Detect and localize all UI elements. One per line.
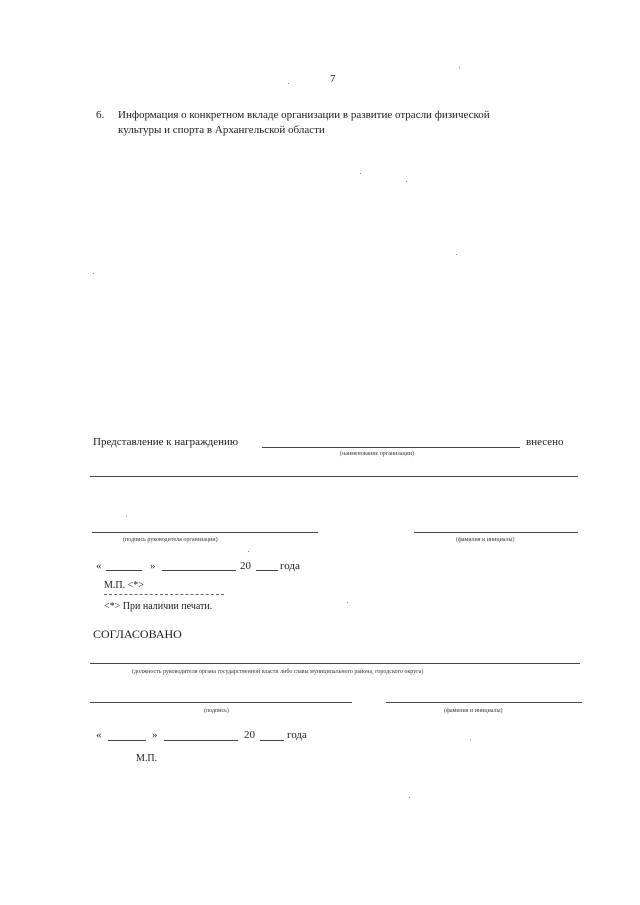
date2-month-line[interactable] [164,740,238,741]
date2-day-line[interactable] [108,740,146,741]
caption-organization-name: (наименование организации) [340,451,414,457]
scan-speck [360,173,361,174]
scan-speck [126,516,127,517]
continuation-line[interactable] [90,476,578,477]
date1-month-line[interactable] [162,570,236,571]
date2-year-prefix: 20 [244,729,255,741]
date1-day-line[interactable] [106,570,142,571]
scan-speck [93,273,94,274]
scan-speck [347,602,348,603]
date2-year-suffix: года [287,729,307,741]
caption-approver-position: (должность руководителя органа государственной власти либо главы муниципального района, городского округа) [132,669,424,675]
stamp-mark: М.П. <*> [104,580,144,591]
date2-stamp-mark: М.П. [136,753,158,764]
submission-label: Представление к награждению [93,436,239,448]
stamp-footnote: <*> При наличии печати. [104,601,213,612]
date2-open-quote: « [96,729,102,741]
section-title-line-1: Информация о конкретном вкладе организации в развитие отрасли физической [118,109,490,121]
scan-speck [459,67,460,68]
approver-position-line[interactable] [90,663,580,664]
caption-approver-name: (фамилия и инициалы) [444,708,503,714]
approval-title: СОГЛАСОВАНО [93,627,182,641]
head-signature-line[interactable] [92,532,318,533]
date1-close-quote: » [150,560,156,572]
caption-head-signature: (подпись руководителя организации) [123,537,218,543]
caption-approver-signature: (подпись) [204,708,229,714]
approver-signature-line[interactable] [90,702,352,703]
submission-tail: внесено [526,436,564,448]
scan-speck [409,797,410,798]
date1-year-line[interactable] [256,570,278,571]
scan-speck [406,181,407,182]
date1-year-prefix: 20 [240,560,251,572]
head-name-line[interactable] [414,532,578,533]
approver-name-line[interactable] [386,702,582,703]
date2-year-line[interactable] [260,740,284,741]
footnote-separator [104,594,224,595]
section-title-line-2: культуры и спорта в Архангельской области [118,124,325,136]
scan-speck [288,83,289,84]
date2-close-quote: » [152,729,158,741]
organization-name-line[interactable] [262,447,520,448]
scan-speck [470,739,471,740]
date1-open-quote: « [96,560,102,572]
page-number: 7 [330,73,336,85]
date1-year-suffix: года [280,560,300,572]
scan-speck [248,551,249,552]
scan-speck [456,254,457,255]
caption-head-name: (фамилия и инициалы) [456,537,515,543]
section-number: 6. [96,109,105,121]
